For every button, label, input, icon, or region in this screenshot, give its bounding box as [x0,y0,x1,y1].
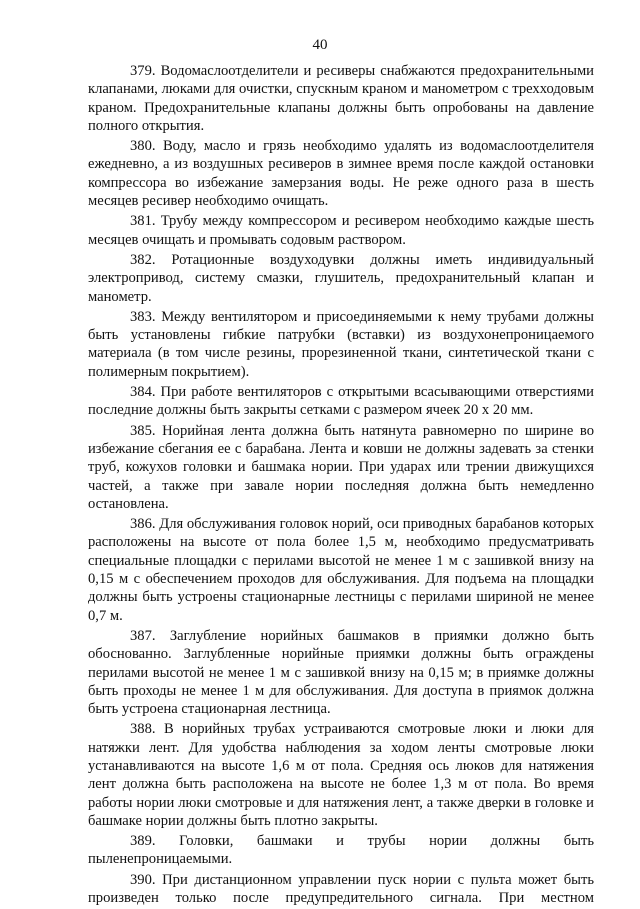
paragraph-390: 390. При дистанционном управлении пуск нории с пульта может быть произведен только после предупредительного сигнала. При местном [88,871,594,907]
paragraph-382: 382. Ротационные воздуходувки должны иметь индивидуальный электропривод, систему смазки, глушитель, предохранительный клапан и манометр. [88,251,594,305]
paragraph-388: 388. В норийных трубах устраиваются смотровые люки и люки для натяжки лент. Для удобства наблюдения за ходом ленты смотровые люки устанавливаются на высоте 1,6 м от пола. Средняя ось люков для натяжения лент должна быть расположена на высоте не более 1,3 м от пола. Во время работы нории люки смотровые и для натяжения лент, а также дверки в головке и башмаке нории должны быть плотно закрыты. [88,721,594,829]
paragraph-380: 380. Воду, масло и грязь необходимо удалять из водомаслоотделителя ежедневно, а из воздушных ресиверов в зимнее время после каждой остановки компрессора во избежание замерзания воды. Не реже одного раза в шесть месяцев ресивер необходимо очищать. [88,138,594,210]
paragraph-379: 379. Водомаслоотделители и ресиверы снабжаются предохранительными клапанами, люками для очистки, спускным краном и манометром с трехходовым краном. Предохранительные клапаны должны быть опробованы на давление полного открытия. [88,63,594,134]
paragraph-381: 381. Трубу между компрессором и ресивером необходимо каждые шесть месяцев очищать и промывать содовым раствором. [88,213,594,248]
paragraph-385: 385. Норийная лента должна быть натянута равномерно по ширине во избежание сбегания ее с барабана. Лента и ковши не должны задевать за стенки труб, кожухов головки и башмака нории. При ударах или трении движущихся частей, а также при завале нории последняя должна быть немедленно остановлена. [88,422,594,512]
document-body [88,62,594,909]
page-number: 40 [312,37,328,53]
paragraph-384: 384. При работе вентиляторов с открытыми всасывающими отверстиями последние должны быть закрыты сетками с размером ячеек 20 х 20 мм. [88,384,594,419]
paragraph-383: 383. Между вентилятором и присоединяемыми к нему трубами должны быть установлены гибкие патрубки (вставки) из воздухонепроницаемого материала (в том числе резины, прорезиненной ткани, синтетической ткани с полимерным покрытием). [88,308,594,380]
paragraph-386: 386. Для обслуживания головок норий, оси приводных барабанов которых расположены на высоте от пола более 1,5 м, необходимо предусматривать специальные площадки с перилами высотой не менее 1 м с зашивкой внизу на 0,15 м с обеспечением проходов для обслуживания. Для подъема на площадки должны быть устроены стационарные лестницы с перилами шириной не менее 0,7 м. [88,516,594,624]
paragraph-389: 389. Головки, башмаки и трубы нории должны быть пыленепроницаемыми. [88,833,594,868]
paragraph-387: 387. Заглубление норийных башмаков в приямки должно быть обоснованно. Заглубленные норийные приямки должны быть ограждены перилами высотой не менее 1 м с зашивкой внизу на 0,15 м; в приямке должны быть проходы не менее 1 м для обслуживания. Для доступа в приямок должна быть устроена стационарная лестница. [88,627,594,718]
